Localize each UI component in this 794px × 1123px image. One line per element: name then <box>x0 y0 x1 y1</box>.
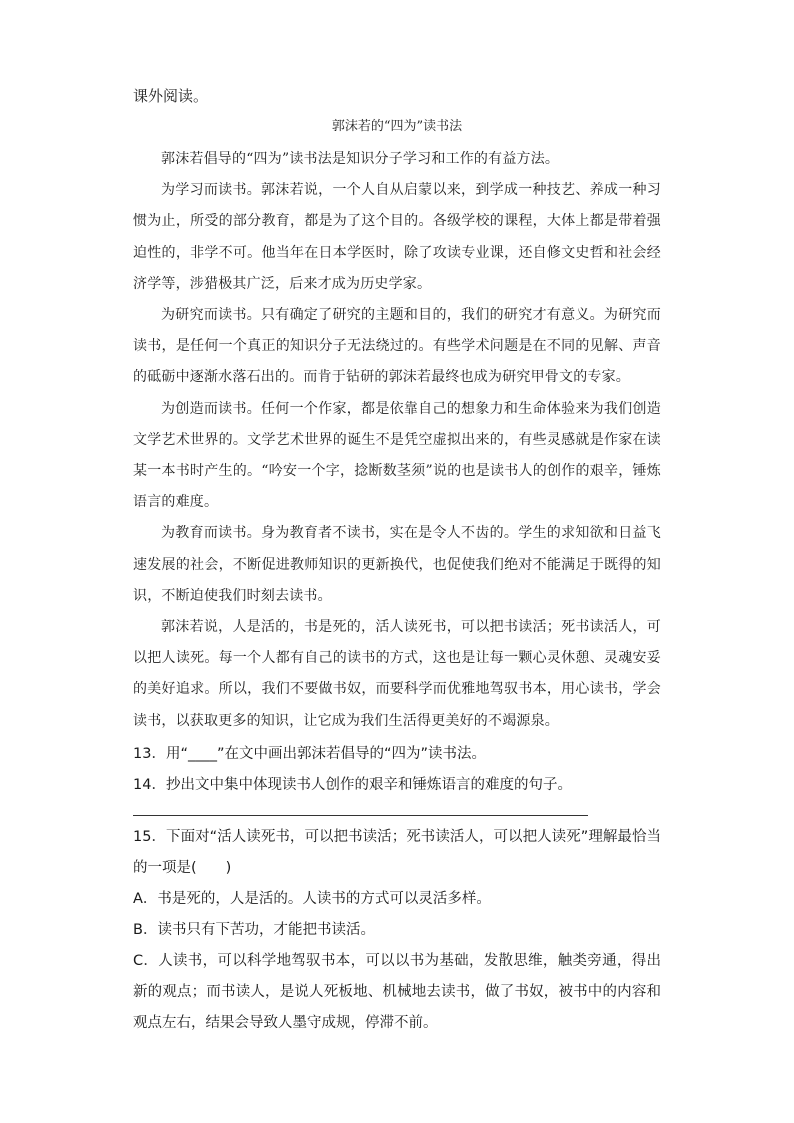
option-c[interactable]: C．人读书，可以科学地驾驭书本，可以以书为基础，发散思维，触类旁通，得出新的观点；而书读人，是说人死板地、机械地去读书，做了书奴，被书中的内容和观点左右，结果会导致人墨守成规，停滞不前。 <box>133 953 661 1031</box>
answer-line[interactable] <box>133 815 588 816</box>
article-paragraph-1: 郭沫若倡导的“四为”读书法是知识分子学习和工作的有益方法。 <box>161 151 560 167</box>
article-paragraph-3: 为研究而读书。只有确定了研究的主题和目的，我们的研究才有意义。为研究而读书，是任何一个真正的知识分子无法绕过的。有些学术问题是在不同的见解、声音的砥砺中逐渐水落石出的。而肯于钻研的郭沫若最终也成为研究甲骨文的专家。 <box>133 307 661 386</box>
option-a[interactable]: A．书是死的，人是活的。人读书的方式可以灵活多样。 <box>133 891 491 907</box>
question-section <box>133 739 661 1039</box>
question-14: 14．抄出文中集中体现读书人创作的艰辛和锤炼语言的难度的句子。 <box>133 777 572 793</box>
article-paragraph-4: 为创造而读书。任何一个作家，都是依靠自己的想象力和生命体验来为我们创造文学艺术世界的。文学艺术世界的诞生不是凭空虚拟出来的，有些灵感就是作家在读某一本书时产生的。“吟安一个字，捻断数茎须”说的也是读书人的创作的艰辛，锤炼语言的难度。 <box>133 400 661 511</box>
article-paragraph-2: 为学习而读书。郭沫若说，一个人自从启蒙以来，到学成一种技艺、养成一种习惯为止，所受的部分教育，都是为了这个目的。各级学校的课程，大体上都是带着强迫性的，非学不可。他当年在日本学医时，除了攻读专业课，还自修文史哲和社会经济学等，涉猎极其广泛，后来才成为历史学家。 <box>133 182 661 292</box>
question-13: 13．用“____”在文中画出郭沫若倡导的“四为”读书法。 <box>133 746 486 762</box>
section-heading: 课外阅读。 <box>133 87 209 105</box>
article-paragraph-5: 为教育而读书。身为教育者不读书，实在是令人不齿的。学生的求知欲和日益飞速发展的社会，不断促进教师知识的更新换代，也促使我们绝对不能满足于既得的知识，不断迫使我们时刻去读书。 <box>133 525 661 604</box>
article-title: 郭沫若的“四为”读书法 <box>331 119 463 134</box>
reading-article <box>133 110 661 737</box>
option-b[interactable]: B．读书只有下苦功，才能把书读活。 <box>133 922 375 938</box>
question-15: 15．下面对“活人读死书，可以把书读活；死书读活人，可以把人读死”理解最恰当的一项是( ) <box>133 829 661 876</box>
article-paragraph-6: 郭沫若说，人是活的，书是死的，活人读死书，可以把书读活；死书读活人，可以把人读死。每一个人都有自己的读书的方式，这也是让每一颗心灵休憩、灵魂安妥的美好追求。所以，我们不要做书奴，而要科学而优雅地驾驭书本，用心读书，学会读书，以获取更多的知识，让它成为我们生活得更美好的不竭源泉。 <box>133 619 661 729</box>
